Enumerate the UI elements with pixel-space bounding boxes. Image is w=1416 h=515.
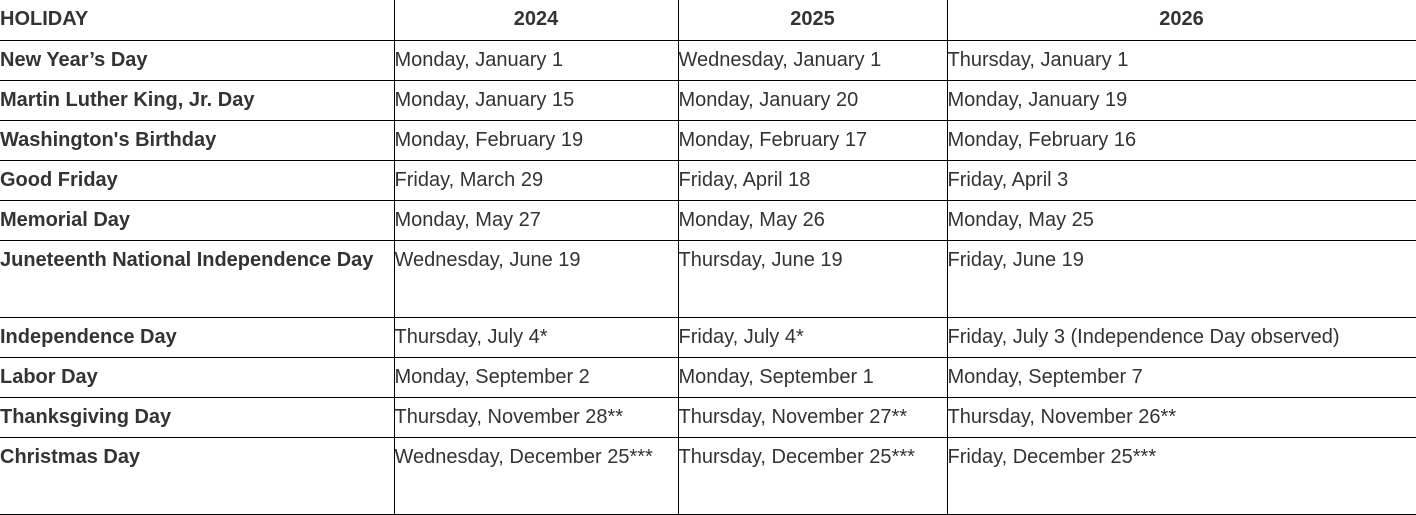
header-year-2026: 2026 — [947, 0, 1416, 40]
date-2024: Friday, March 29 — [394, 160, 678, 200]
date-2024: Monday, January 15 — [394, 80, 678, 120]
date-2026: Monday, September 7 — [947, 357, 1416, 397]
table-row — [0, 240, 1416, 317]
holiday-name: New Year’s Day — [0, 40, 394, 80]
date-2024: Monday, May 27 — [394, 200, 678, 240]
holiday-name: Good Friday — [0, 160, 394, 200]
date-2024: Wednesday, June 19 — [394, 240, 678, 317]
date-2025: Thursday, November 27** — [678, 397, 947, 437]
table-row — [0, 120, 1416, 160]
date-2024: Monday, February 19 — [394, 120, 678, 160]
date-2026: Thursday, November 26** — [947, 397, 1416, 437]
holiday-name: Independence Day — [0, 317, 394, 357]
table-row — [0, 200, 1416, 240]
table-row — [0, 397, 1416, 437]
date-2026: Friday, April 3 — [947, 160, 1416, 200]
date-2024: Thursday, November 28** — [394, 397, 678, 437]
date-2024: Thursday, July 4* — [394, 317, 678, 357]
date-2025: Wednesday, January 1 — [678, 40, 947, 80]
table-row — [0, 40, 1416, 80]
date-2025: Monday, May 26 — [678, 200, 947, 240]
date-2026: Friday, June 19 — [947, 240, 1416, 317]
date-2026: Monday, February 16 — [947, 120, 1416, 160]
table-row — [0, 317, 1416, 357]
holiday-name: Washington's Birthday — [0, 120, 394, 160]
holiday-name: Martin Luther King, Jr. Day — [0, 80, 394, 120]
date-2026: Friday, December 25*** — [947, 437, 1416, 514]
date-2026: Friday, July 3 (Independence Day observed) — [947, 317, 1416, 357]
table-row — [0, 80, 1416, 120]
table-row — [0, 160, 1416, 200]
holiday-name: Memorial Day — [0, 200, 394, 240]
date-2025: Thursday, December 25*** — [678, 437, 947, 514]
date-2024: Monday, January 1 — [394, 40, 678, 80]
date-2025: Friday, July 4* — [678, 317, 947, 357]
header-year-2024: 2024 — [394, 0, 678, 40]
date-2026: Monday, January 19 — [947, 80, 1416, 120]
header-year-2025: 2025 — [678, 0, 947, 40]
date-2025: Monday, September 1 — [678, 357, 947, 397]
date-2024: Wednesday, December 25*** — [394, 437, 678, 514]
date-2025: Monday, January 20 — [678, 80, 947, 120]
date-2026: Thursday, January 1 — [947, 40, 1416, 80]
holiday-name: Labor Day — [0, 357, 394, 397]
table-header — [0, 0, 1416, 40]
date-2025: Monday, February 17 — [678, 120, 947, 160]
holiday-name: Juneteenth National Independence Day — [0, 240, 394, 317]
table-row — [0, 357, 1416, 397]
date-2026: Monday, May 25 — [947, 200, 1416, 240]
header-holiday: HOLIDAY — [0, 0, 394, 40]
date-2024: Monday, September 2 — [394, 357, 678, 397]
date-2025: Friday, April 18 — [678, 160, 947, 200]
header-row — [0, 0, 1416, 40]
table-body — [0, 40, 1416, 514]
table-row — [0, 437, 1416, 514]
holiday-name: Thanksgiving Day — [0, 397, 394, 437]
holiday-name: Christmas Day — [0, 437, 394, 514]
date-2025: Thursday, June 19 — [678, 240, 947, 317]
